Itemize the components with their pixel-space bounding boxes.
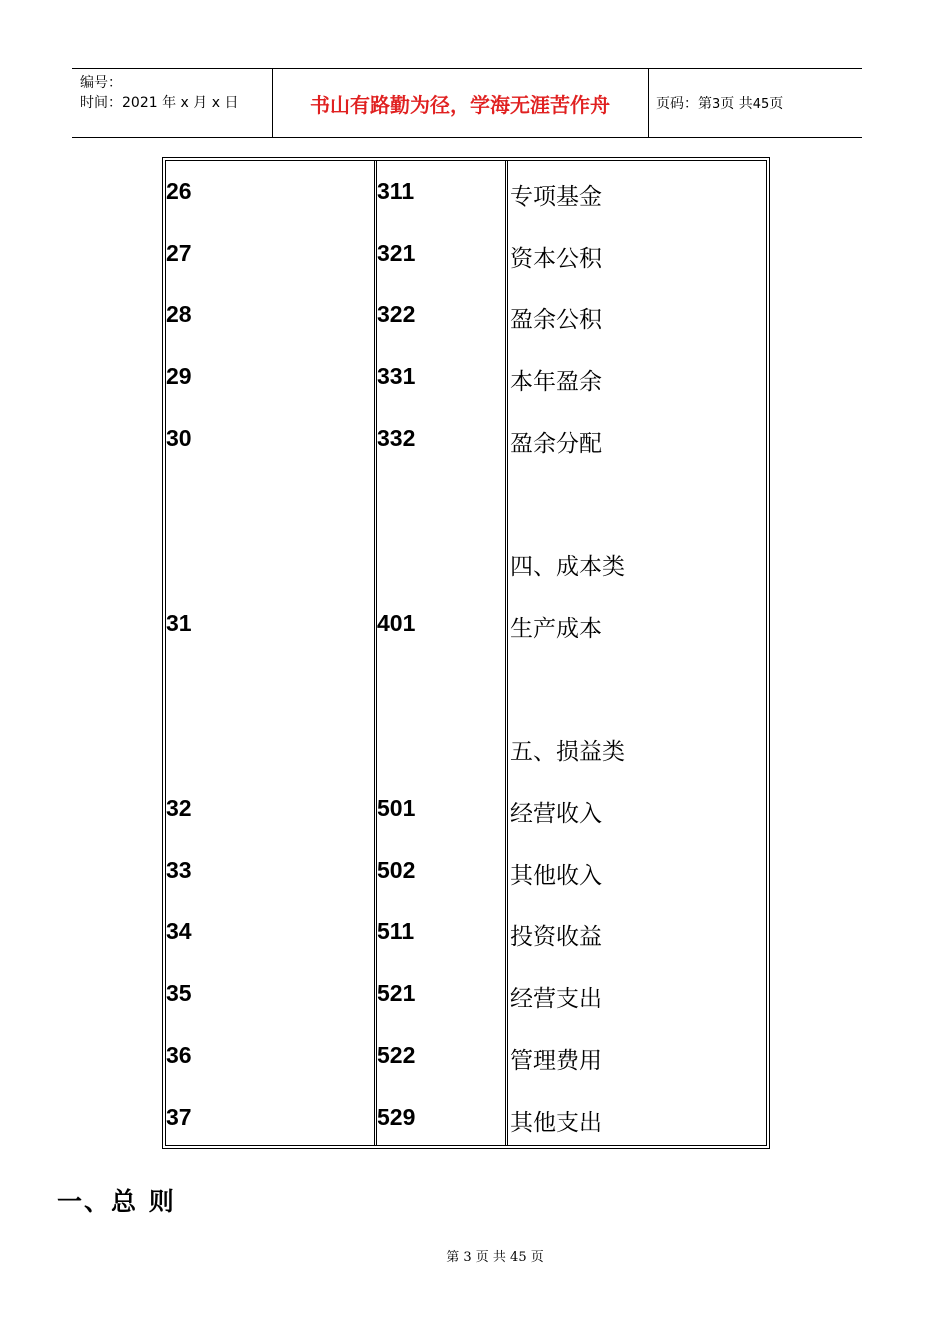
account-code: 332 [377, 424, 416, 451]
page-mid: 页 共 [720, 96, 753, 112]
account-number: 37 [166, 1103, 192, 1130]
account-name: 五、损益类 [510, 739, 625, 766]
account-name: 盈余公积 [510, 307, 602, 334]
account-number: 30 [166, 424, 192, 451]
account-number: 29 [166, 363, 192, 390]
header-meta [80, 73, 238, 113]
table-row [163, 785, 769, 825]
account-name: 盈余分配 [510, 430, 602, 457]
table-row [163, 1032, 769, 1072]
table-row [163, 723, 769, 766]
account-name: 其他支出 [510, 1109, 602, 1136]
account-code: 321 [377, 239, 416, 266]
account-code: 521 [377, 980, 416, 1007]
account-name: 管理费用 [510, 1047, 602, 1074]
account-number: 34 [166, 918, 192, 945]
table-row [163, 847, 769, 887]
table-row [163, 291, 769, 334]
account-name: 其他收入 [510, 862, 602, 889]
page-prefix: 页码：第 [656, 96, 712, 112]
table-row [163, 168, 769, 208]
account-number: 33 [166, 856, 192, 883]
account-code: 502 [377, 856, 416, 883]
page-suffix: 页 [769, 96, 784, 112]
account-name: 本年盈余 [510, 369, 602, 396]
account-name: 投资收益 [510, 924, 602, 951]
account-name: 专项基金 [510, 184, 602, 210]
account-code: 522 [377, 1041, 416, 1068]
header-divider [648, 69, 649, 137]
table-row [163, 1094, 769, 1134]
page-current: 3 [712, 97, 721, 112]
account-code: 322 [377, 301, 416, 328]
table-row [163, 970, 769, 1013]
table-row [163, 353, 769, 396]
account-number: 36 [166, 1041, 192, 1068]
account-number: 32 [166, 795, 192, 821]
page-footer: 第 3 页 共 45 页 [446, 1250, 544, 1265]
header-page-info [656, 93, 783, 113]
table-row [163, 477, 769, 517]
page-total: 45 [752, 97, 770, 112]
number-label: 编号： [80, 75, 122, 91]
table-row [163, 662, 769, 702]
table-row [163, 600, 769, 640]
account-number: 31 [166, 609, 192, 636]
account-code: 401 [377, 609, 416, 636]
table-row [163, 415, 769, 455]
account-name: 四、成本类 [510, 554, 625, 581]
account-number: 28 [166, 301, 192, 328]
table-row [163, 908, 769, 951]
table-row [163, 538, 769, 581]
table-row [163, 230, 769, 270]
account-name: 生产成本 [510, 615, 602, 642]
account-number: 26 [166, 178, 192, 204]
account-name: 资本公积 [510, 245, 602, 272]
time-label: 时间：2021 年 x 月 x 日 [80, 95, 239, 111]
header-motto: 书山有路勤为径，学海无涯苦作舟 [310, 92, 610, 117]
section-title: 一、总 则 [57, 1187, 176, 1216]
account-name: 经营收入 [510, 801, 602, 827]
account-code: 501 [377, 795, 416, 821]
account-number: 27 [166, 239, 192, 266]
account-code: 529 [377, 1103, 416, 1130]
page-header [72, 68, 862, 138]
account-code: 511 [377, 918, 415, 945]
accounts-table [162, 157, 770, 1149]
account-code: 331 [377, 363, 416, 390]
account-code: 311 [377, 178, 415, 204]
account-name: 经营支出 [510, 986, 602, 1013]
account-number: 35 [166, 980, 192, 1007]
